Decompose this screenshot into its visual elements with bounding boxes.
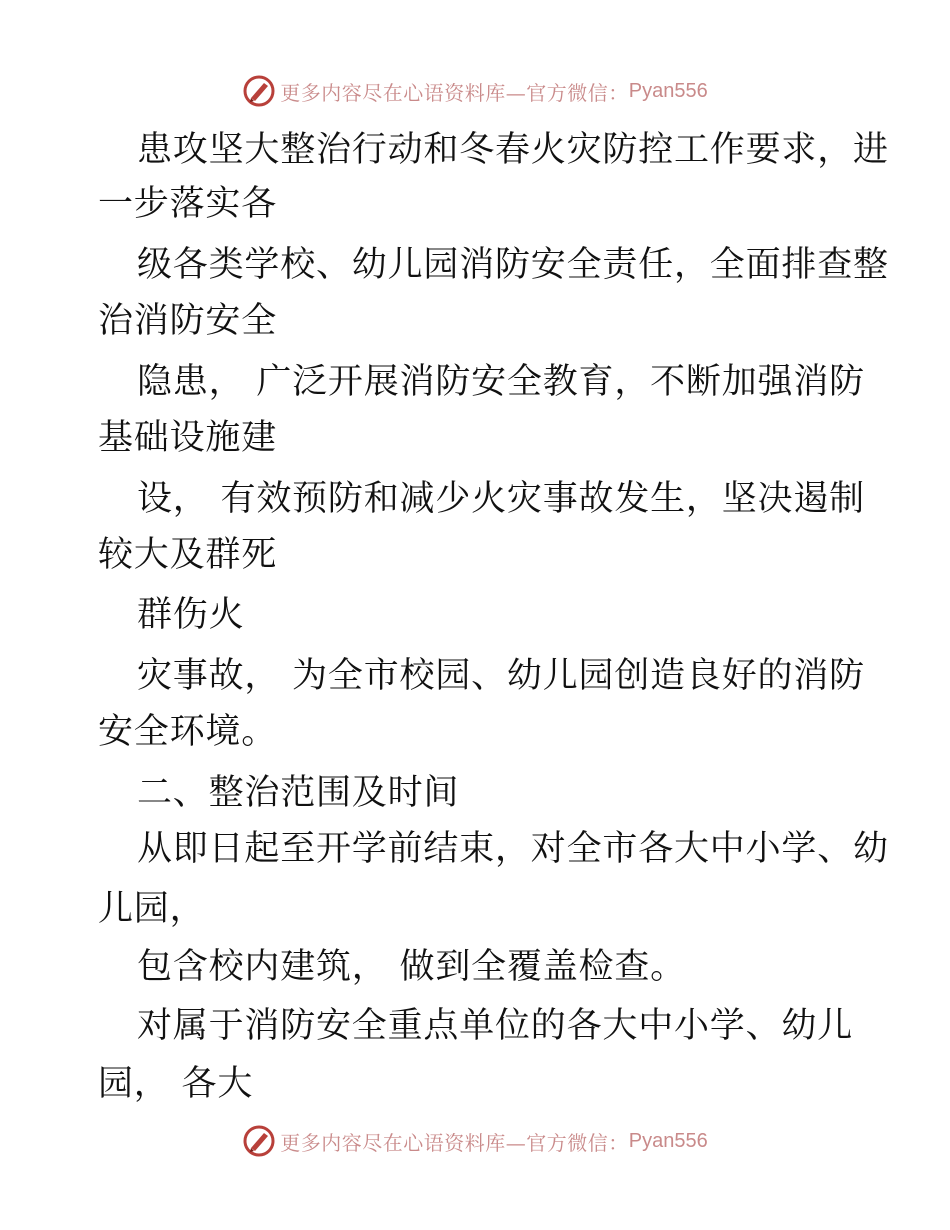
pen-logo-icon <box>242 1124 276 1158</box>
paragraph-line: 隐患， 广泛开展消防安全教育，不断加强消防 <box>137 362 865 402</box>
header-watermark-banner <box>0 71 950 111</box>
paragraph-line: 设， 有效预防和减少火灾事故发生，坚决遏制 <box>137 479 865 519</box>
paragraph-line: 患攻坚大整治行动和冬春火灾防控工作要求，进 <box>137 130 889 170</box>
footer-watermark-banner <box>0 1121 950 1161</box>
paragraph-line: 安全环境。 <box>98 712 278 752</box>
section-heading: 二、整治范围及时间 <box>137 773 460 813</box>
footer-banner-id: Pyan556 <box>628 1129 708 1152</box>
paragraph-line: 一步落实各 <box>98 184 278 224</box>
paragraph-line: 较大及群死 <box>98 535 278 575</box>
paragraph-line: 从即日起至开学前结束，对全市各大中小学、幼 <box>137 829 889 869</box>
paragraph-line: 治消防安全 <box>98 301 278 341</box>
paragraph-line: 对属于消防安全重点单位的各大中小学、幼儿 <box>137 1006 854 1046</box>
paragraph-line: 灾事故， 为全市校园、幼儿园创造良好的消防 <box>137 656 865 696</box>
paragraph-line: 园， 各大 <box>98 1064 254 1104</box>
pen-logo-icon <box>242 74 276 108</box>
paragraph-line: 儿园， <box>98 889 206 929</box>
header-banner-id: Pyan556 <box>628 79 708 102</box>
paragraph-line: 基础设施建 <box>98 418 278 458</box>
header-banner-text: 更多内容尽在心语资料库—官方微信： <box>280 80 629 105</box>
footer-banner-text: 更多内容尽在心语资料库—官方微信： <box>280 1130 629 1155</box>
paragraph-line: 群伤火 <box>137 595 245 635</box>
paragraph-line: 级各类学校、幼儿园消防安全责任，全面排查整 <box>137 245 889 285</box>
paragraph-line: 包含校内建筑， 做到全覆盖检查。 <box>137 947 686 987</box>
